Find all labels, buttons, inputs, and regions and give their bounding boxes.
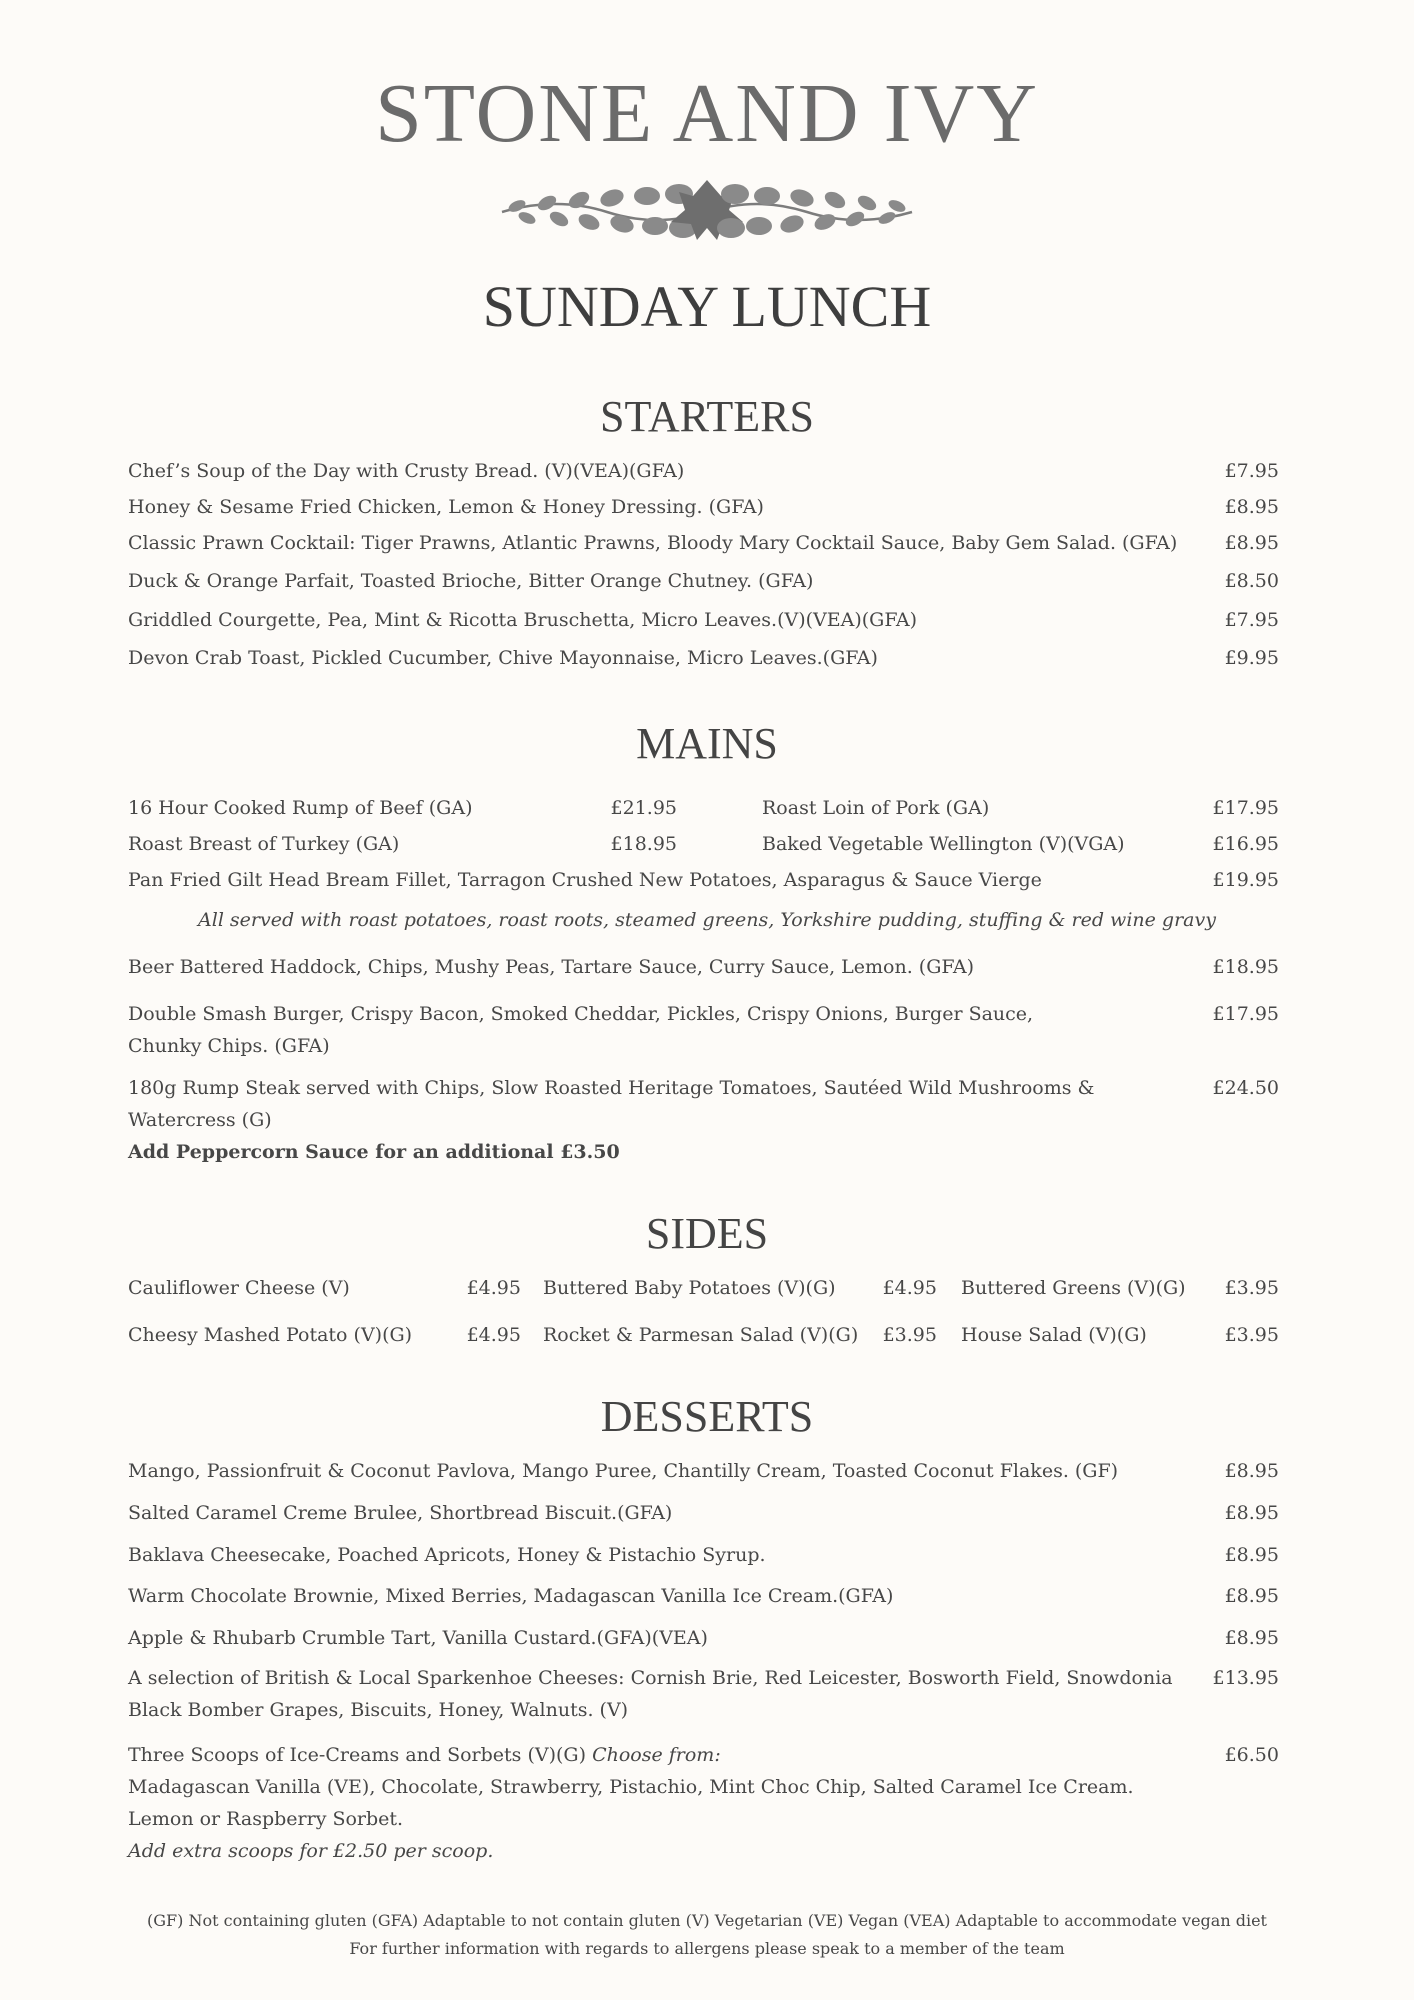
starter-item-price: £8.50 [1224, 570, 1279, 592]
starter-item-price: £7.95 [1224, 609, 1279, 631]
dietary-legend: (GF) Not containing gluten (GFA) Adaptable to not contain gluten (V) Vegetarian (VE) Vegan (VEA) Adaptable to accommodate vegan diet [147, 1911, 1267, 1930]
starter-item-name: Duck & Orange Parfait, Toasted Brioche, Bitter Orange Chutney. (GFA) [128, 570, 814, 592]
icecream-choose: Choose from: [592, 1744, 721, 1766]
main-item-name: Pan Fried Gilt Head Bream Fillet, Tarragon Crushed New Potatoes, Asparagus & Sauce Vierge [128, 869, 1042, 891]
main-roast-price: £17.95 [1212, 797, 1279, 819]
dessert-item-price: £8.95 [1224, 1544, 1279, 1566]
starter-item-price: £8.95 [1224, 496, 1279, 518]
main-roast-name: Baked Vegetable Wellington (V)(VGA) [762, 833, 1125, 855]
allergen-note: For further information with regards to allergens please speak to a member of the team [349, 1939, 1065, 1958]
dessert-item-name-cont: Black Bomber Grapes, Biscuits, Honey, Walnuts. (V) [128, 1699, 629, 1721]
main-roast-price: £16.95 [1212, 833, 1279, 855]
dessert-item-name: Warm Chocolate Brownie, Mixed Berries, Madagascan Vanilla Ice Cream.(GFA) [128, 1585, 894, 1607]
dessert-item-price: £13.95 [1212, 1667, 1279, 1689]
main-roast-name: Roast Breast of Turkey (GA) [128, 833, 400, 855]
sides-heading: SIDES [645, 1209, 769, 1258]
starter-item-price: £7.95 [1224, 460, 1279, 482]
main-roast-price: £21.95 [610, 797, 677, 819]
dessert-item-price: £8.95 [1224, 1502, 1279, 1524]
main-roast-name: 16 Hour Cooked Rump of Beef (GA) [128, 797, 473, 819]
side-item-price: £3.95 [882, 1324, 937, 1346]
icecream-extra-note: Add extra scoops for £2.50 per scoop. [128, 1840, 494, 1862]
side-item-name: House Salad (V)(G) [961, 1324, 1147, 1346]
side-item-price: £3.95 [1224, 1324, 1279, 1346]
main-item-price: £18.95 [1212, 956, 1279, 978]
dessert-item-name: Baklava Cheesecake, Poached Apricots, Honey & Pistachio Syrup. [128, 1544, 766, 1566]
icecream-item [128, 1743, 721, 1767]
dessert-item-name: Apple & Rhubarb Crumble Tart, Vanilla Custard.(GFA)(VEA) [128, 1627, 708, 1649]
main-item-name-cont: Chunky Chips. (GFA) [128, 1035, 330, 1057]
side-item-name: Rocket & Parmesan Salad (V)(G) [543, 1324, 859, 1346]
mains-heading: MAINS [636, 719, 778, 768]
icecream-flavours: Madagascan Vanilla (VE), Chocolate, Strawberry, Pistachio, Mint Choc Chip, Salted Caramel Ice Cream. [128, 1776, 1134, 1798]
main-item-name: 180g Rump Steak served with Chips, Slow Roasted Heritage Tomatoes, Sautéed Wild Mushrooms & [128, 1077, 1095, 1099]
main-roast-name: Roast Loin of Pork (GA) [762, 797, 990, 819]
side-item-name: Buttered Baby Potatoes (V)(G) [543, 1277, 836, 1299]
dessert-item-name: A selection of British & Local Sparkenhoe Cheeses: Cornish Brie, Red Leicester, Bosworth Field, Snowdonia [128, 1667, 1173, 1689]
starter-item-name: Devon Crab Toast, Pickled Cucumber, Chive Mayonnaise, Micro Leaves.(GFA) [128, 647, 878, 669]
dessert-item-price: £8.95 [1224, 1460, 1279, 1482]
brand-name: STONE AND IVY [375, 67, 1039, 160]
main-item-price: £17.95 [1212, 1003, 1279, 1025]
side-item-price: £4.95 [466, 1277, 521, 1299]
side-item-name: Cauliflower Cheese (V) [128, 1277, 350, 1299]
starter-item-name: Chef’s Soup of the Day with Crusty Bread. (V)(VEA)(GFA) [128, 460, 685, 482]
dessert-item-price: £6.50 [1224, 1744, 1279, 1766]
starter-item-price: £8.95 [1224, 532, 1279, 554]
side-item-price: £4.95 [466, 1324, 521, 1346]
desserts-heading: DESSERTS [600, 1392, 814, 1441]
dessert-item-name: Salted Caramel Creme Brulee, Shortbread Biscuit.(GFA) [128, 1502, 673, 1524]
main-roast-price: £18.95 [610, 833, 677, 855]
starter-item-price: £9.95 [1224, 647, 1279, 669]
side-item-name: Cheesy Mashed Potato (V)(G) [128, 1324, 413, 1346]
side-item-price: £3.95 [1224, 1277, 1279, 1299]
dessert-item-price: £8.95 [1224, 1585, 1279, 1607]
main-item-price: £19.95 [1212, 869, 1279, 891]
served-with-note: All served with roast potatoes, roast roots, steamed greens, Yorkshire pudding, stuffing & red wine gravy [198, 909, 1216, 931]
starter-item-name: Honey & Sesame Fried Chicken, Lemon & Honey Dressing. (GFA) [128, 496, 764, 518]
main-item-name: Double Smash Burger, Crispy Bacon, Smoked Cheddar, Pickles, Crispy Onions, Burger Sauce, [128, 1003, 1034, 1025]
dessert-item-name: Mango, Passionfruit & Coconut Pavlova, Mango Puree, Chantilly Cream, Toasted Coconut Flakes. (GF) [128, 1460, 1119, 1482]
side-item-name: Buttered Greens (V)(G) [961, 1277, 1186, 1299]
icecream-name: Three Scoops of Ice-Creams and Sorbets (V)(G) [128, 1744, 587, 1766]
starters-heading: STARTERS [600, 392, 814, 441]
starter-item-name: Classic Prawn Cocktail: Tiger Prawns, Atlantic Prawns, Bloody Mary Cocktail Sauce, Baby Gem Salad. (GFA) [128, 532, 1178, 554]
steak-addon: Add Peppercorn Sauce for an additional £3.50 [128, 1141, 620, 1163]
main-item-name: Beer Battered Haddock, Chips, Mushy Peas, Tartare Sauce, Curry Sauce, Lemon. (GFA) [128, 956, 975, 978]
page-title: SUNDAY LUNCH [482, 274, 932, 339]
main-item-name-cont: Watercress (G) [128, 1109, 272, 1131]
side-item-price: £4.95 [882, 1277, 937, 1299]
dessert-item-price: £8.95 [1224, 1627, 1279, 1649]
main-item-price: £24.50 [1212, 1077, 1279, 1099]
starter-item-name: Griddled Courgette, Pea, Mint & Ricotta Bruschetta, Micro Leaves.(V)(VEA)(GFA) [128, 609, 918, 631]
icecream-sorbets: Lemon or Raspberry Sorbet. [128, 1808, 404, 1830]
ivy-vine-icon [497, 172, 917, 248]
